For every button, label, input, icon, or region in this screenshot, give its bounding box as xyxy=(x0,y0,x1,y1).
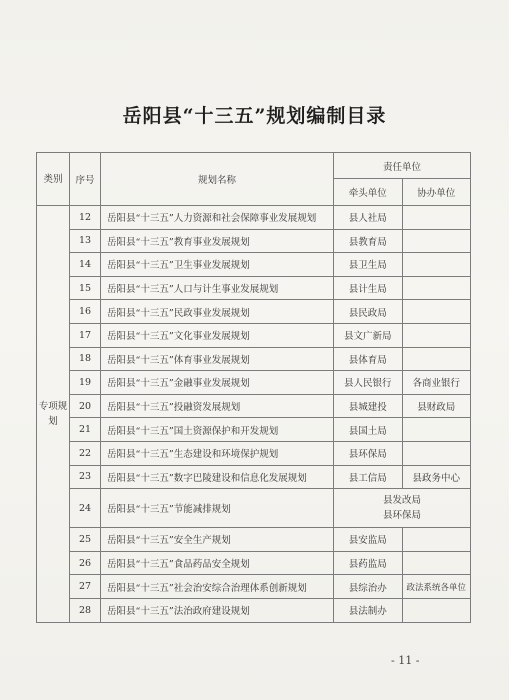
assisting-unit: 各商业银行 xyxy=(402,371,471,395)
table-header-row xyxy=(37,153,471,179)
row-number: 19 xyxy=(70,371,101,395)
lead-unit: 县城建投 xyxy=(334,394,403,418)
table-row xyxy=(37,489,471,528)
lead-unit: 县工信局 xyxy=(334,465,403,489)
table-row xyxy=(37,323,471,347)
table-row xyxy=(37,347,471,371)
assisting-unit xyxy=(402,300,471,324)
header-number: 序号 xyxy=(70,153,101,206)
table-row xyxy=(37,253,471,277)
lead-unit: 县民政局 xyxy=(334,300,403,324)
row-number: 21 xyxy=(70,418,101,442)
lead-unit: 县国土局 xyxy=(334,418,403,442)
row-number: 15 xyxy=(70,276,101,300)
table-row xyxy=(37,575,471,599)
page-number: - 11 - xyxy=(391,654,420,667)
row-number: 28 xyxy=(70,598,101,622)
table-row xyxy=(37,441,471,465)
plan-name: 岳阳县“十三五”体育事业发展规划 xyxy=(101,347,334,371)
table-row xyxy=(37,276,471,300)
lead-unit: 县药监局 xyxy=(334,551,403,575)
assisting-unit: 政法系统各单位 xyxy=(402,575,471,599)
assisting-unit xyxy=(402,206,471,230)
plan-name: 岳阳县“十三五”食品药品安全规划 xyxy=(101,551,334,575)
table-row xyxy=(37,394,471,418)
plan-name: 岳阳县“十三五”节能减排规划 xyxy=(101,489,334,528)
plan-name: 岳阳县“十三五”人力资源和社会保障事业发展规划 xyxy=(101,206,334,230)
table-row xyxy=(37,551,471,575)
plan-name: 岳阳县“十三五”国土资源保护和开发规划 xyxy=(101,418,334,442)
row-number: 27 xyxy=(70,575,101,599)
table-row xyxy=(37,465,471,489)
lead-unit: 县体育局 xyxy=(334,347,403,371)
plan-name: 岳阳县“十三五”文化事业发展规划 xyxy=(101,323,334,347)
plan-name: 岳阳县“十三五”数字巴陵建设和信息化发展规划 xyxy=(101,465,334,489)
plan-name: 岳阳县“十三五”金融事业发展规划 xyxy=(101,371,334,395)
plan-name: 岳阳县“十三五”生态建设和环境保护规划 xyxy=(101,441,334,465)
plan-name: 岳阳县“十三五”卫生事业发展规划 xyxy=(101,253,334,277)
table-row xyxy=(37,598,471,622)
lead-unit: 县人社局 xyxy=(334,206,403,230)
header-assisting-unit: 协办单位 xyxy=(402,179,471,206)
lead-unit: 县文广新局 xyxy=(334,323,403,347)
row-number: 14 xyxy=(70,253,101,277)
plan-table xyxy=(36,152,471,623)
table-row xyxy=(37,371,471,395)
lead-unit: 县综治办 xyxy=(334,575,403,599)
row-number: 24 xyxy=(70,489,101,528)
lead-unit: 县卫生局 xyxy=(334,253,403,277)
assisting-unit xyxy=(402,347,471,371)
merged-unit-line: 县发改局 xyxy=(382,495,421,507)
header-lead-unit: 牵头单位 xyxy=(334,179,403,206)
lead-unit: 县环保局 xyxy=(334,441,403,465)
page-title: 岳阳县“十三五”规划编制目录 xyxy=(122,105,387,127)
header-category: 类别 xyxy=(37,153,70,206)
plan-name: 岳阳县“十三五”人口与计生事业发展规划 xyxy=(101,276,334,300)
lead-unit: 县教育局 xyxy=(334,229,403,253)
assisting-unit xyxy=(402,323,471,347)
merged-unit-line: 县环保局 xyxy=(382,510,421,522)
plan-name: 岳阳县“十三五”民政事业发展规划 xyxy=(101,300,334,324)
assisting-unit xyxy=(402,441,471,465)
lead-unit: 县计生局 xyxy=(334,276,403,300)
row-number: 12 xyxy=(70,206,101,230)
plan-name: 岳阳县“十三五”安全生产规划 xyxy=(101,528,334,552)
assisting-unit xyxy=(402,528,471,552)
table-row xyxy=(37,300,471,324)
category-cell: 专项规划 xyxy=(37,206,70,623)
table-row xyxy=(37,528,471,552)
plan-name: 岳阳县“十三五”教育事业发展规划 xyxy=(101,229,334,253)
assisting-unit: 县政务中心 xyxy=(402,465,471,489)
row-number: 25 xyxy=(70,528,101,552)
plan-name: 岳阳县“十三五”社会治安综合治理体系创新规划 xyxy=(101,575,334,599)
table-row xyxy=(37,418,471,442)
row-number: 22 xyxy=(70,441,101,465)
merged-responsible-unit xyxy=(334,489,471,528)
table-row xyxy=(37,206,471,230)
assisting-unit xyxy=(402,551,471,575)
plan-name: 岳阳县“十三五”法治政府建设规划 xyxy=(101,598,334,622)
assisting-unit xyxy=(402,229,471,253)
plan-name: 岳阳县“十三五”投融资发展规划 xyxy=(101,394,334,418)
assisting-unit xyxy=(402,598,471,622)
table-row xyxy=(37,229,471,253)
row-number: 18 xyxy=(70,347,101,371)
row-number: 23 xyxy=(70,465,101,489)
row-number: 13 xyxy=(70,229,101,253)
assisting-unit xyxy=(402,276,471,300)
lead-unit: 县人民银行 xyxy=(334,371,403,395)
row-number: 17 xyxy=(70,323,101,347)
header-responsible-unit: 责任单位 xyxy=(334,153,471,179)
assisting-unit xyxy=(402,418,471,442)
row-number: 26 xyxy=(70,551,101,575)
row-number: 16 xyxy=(70,300,101,324)
row-number: 20 xyxy=(70,394,101,418)
header-plan-name: 规划名称 xyxy=(101,153,334,206)
assisting-unit: 县财政局 xyxy=(402,394,471,418)
lead-unit: 县安监局 xyxy=(334,528,403,552)
lead-unit: 县法制办 xyxy=(334,598,403,622)
assisting-unit xyxy=(402,253,471,277)
